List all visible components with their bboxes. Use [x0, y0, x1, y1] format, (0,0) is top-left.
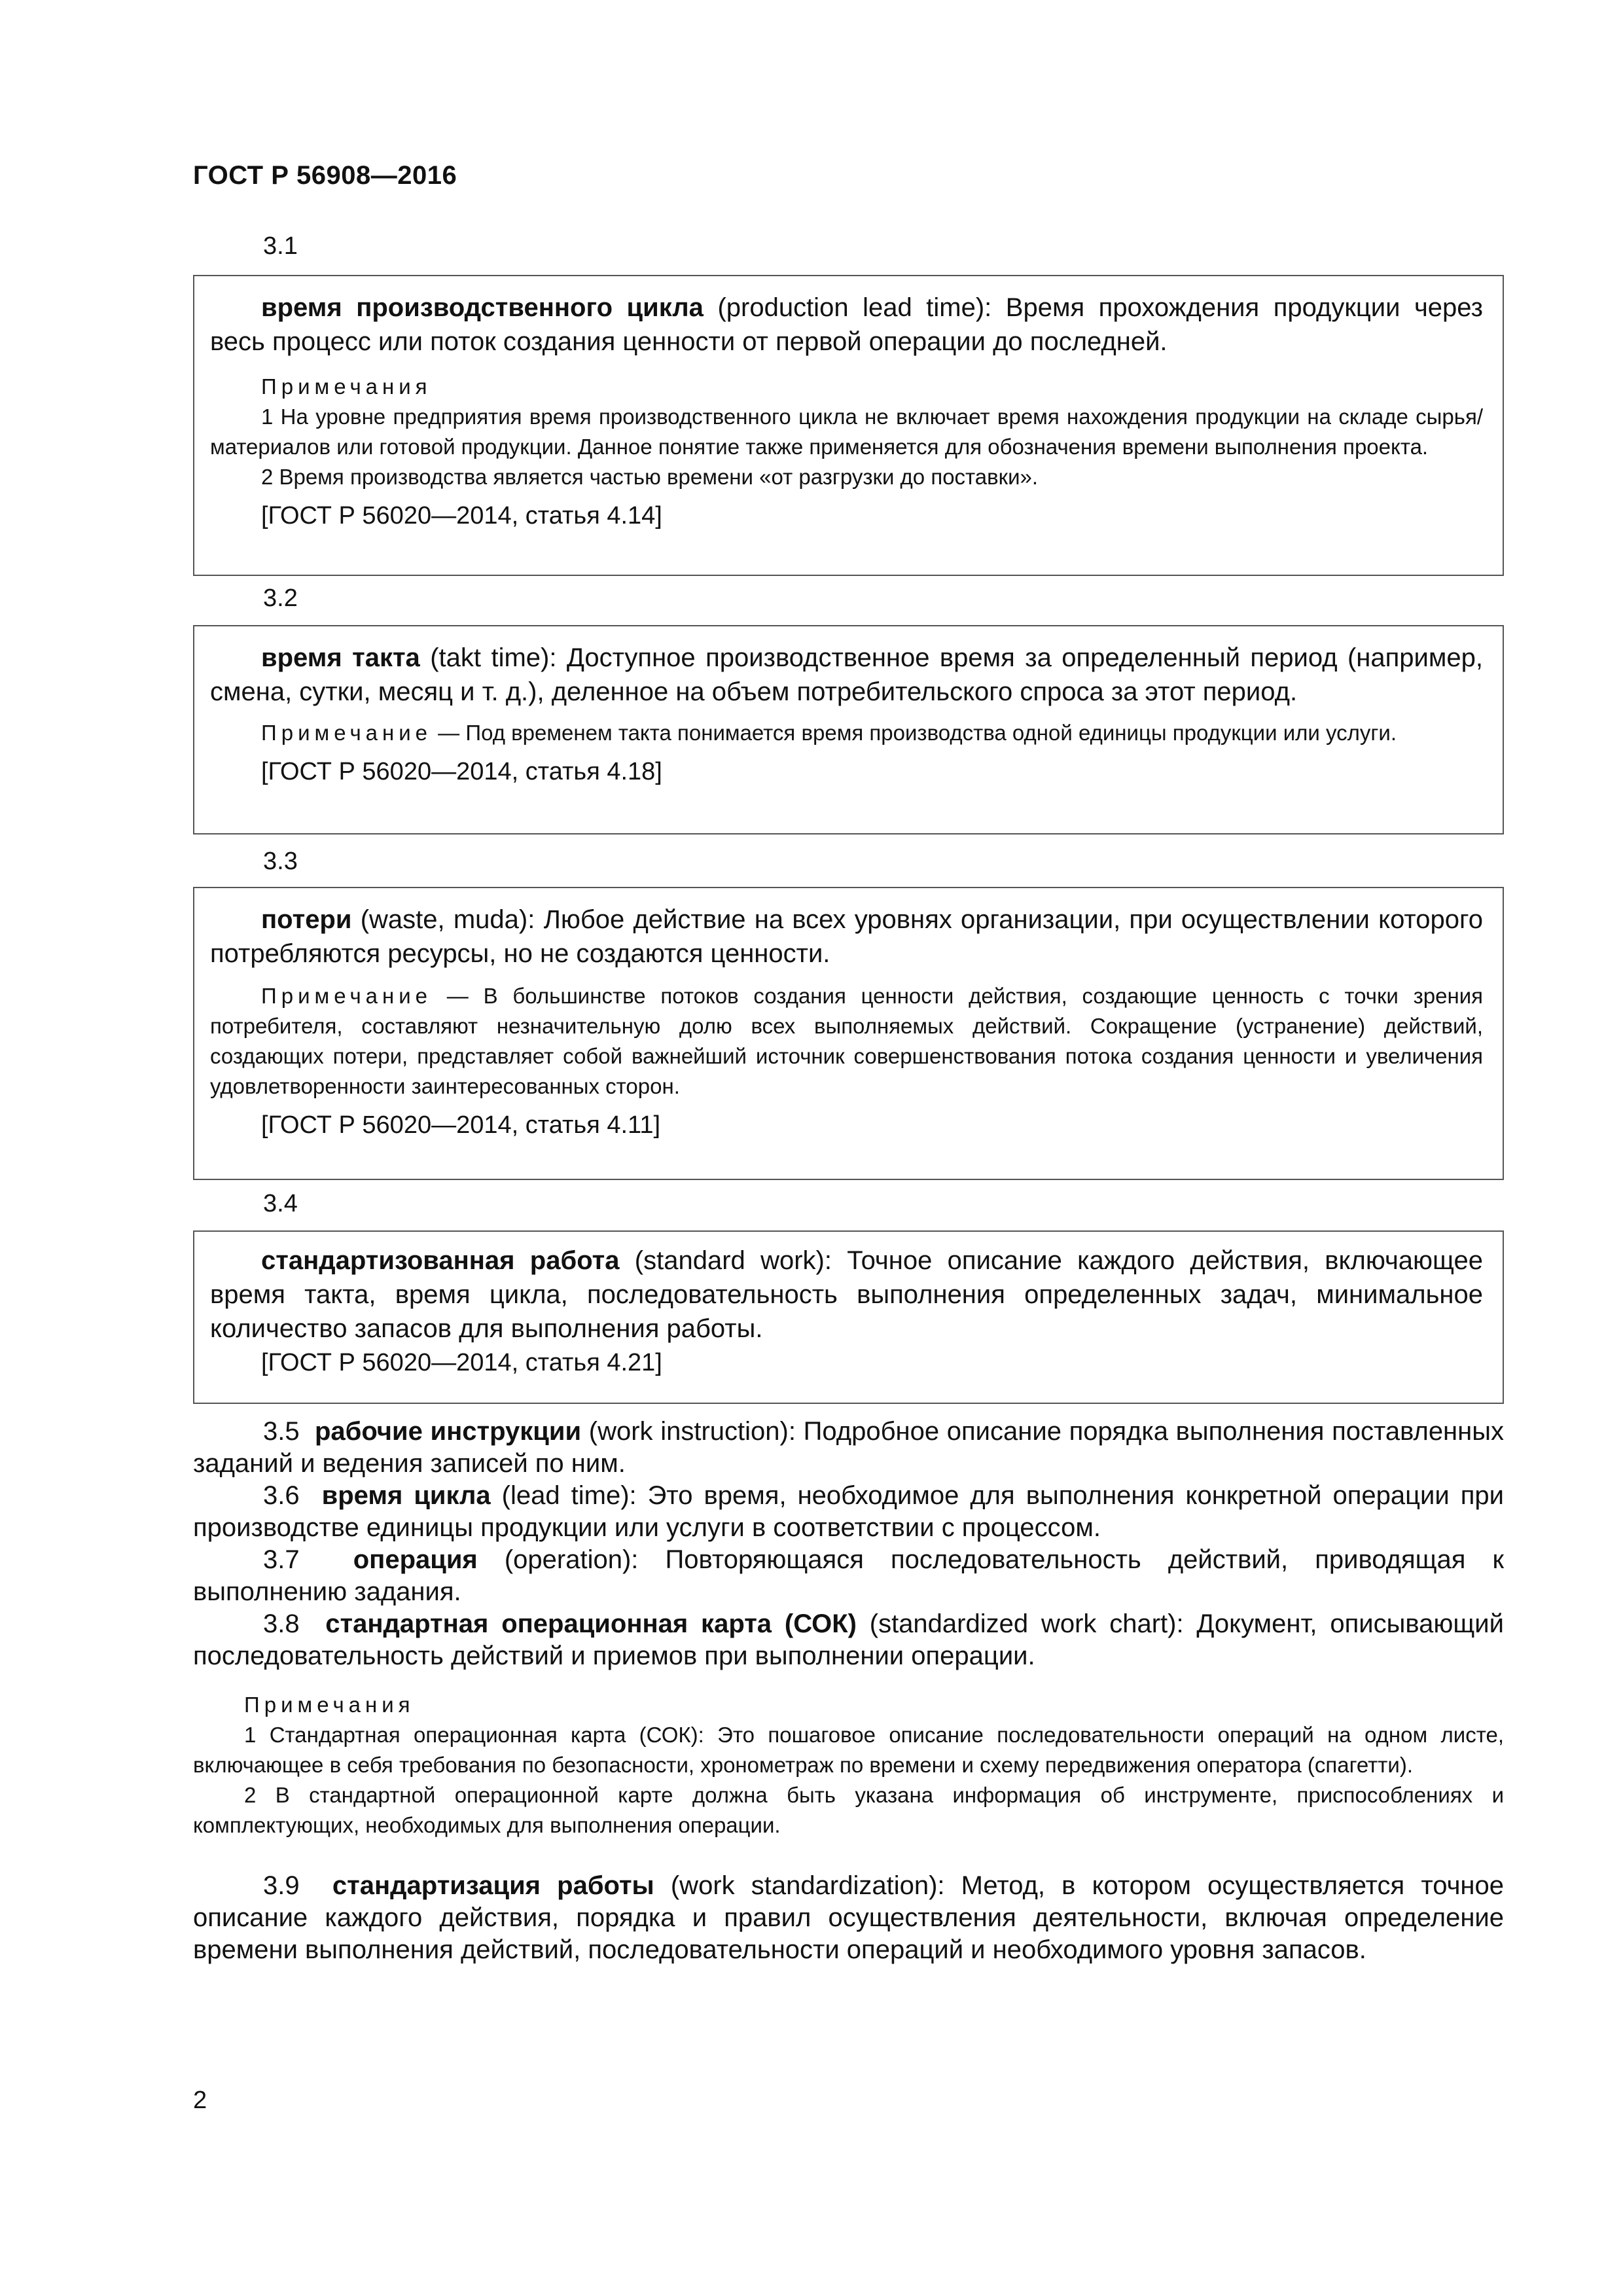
section-number: 3.7: [263, 1545, 300, 1574]
note-item: 1 Стандартная операционная карта (СОК): Это пошаговое описание последовательности операций на одном листе, включающее в себя требования по безопасности, хронометраж по времени и схему передвижения оператора (спагетти).: [193, 1723, 1504, 1777]
notes-heading: Примечания: [244, 1693, 415, 1717]
definition-box: [193, 887, 1504, 1180]
definition-body: (work instruction): Подробное описание порядка выполнения поставленных заданий и ведения записей по ним.: [193, 1417, 1504, 1478]
definition-box: [193, 1230, 1504, 1404]
section-number: 3.2: [263, 584, 298, 612]
definition-text: [210, 291, 1483, 359]
definition-paragraph: [193, 1544, 1504, 1608]
definition-box: [193, 275, 1504, 576]
section-number: 3.6: [263, 1481, 300, 1510]
note-item: 1 На уровне предприятия время производственного цикла не включает время нахождения продукции на складе сырья/материалов или готовой продукции. Данное понятие также применяется для обозначения времени выполнения проекта.: [210, 404, 1483, 459]
term: стандартная операционная карта (СОК): [325, 1609, 857, 1638]
definition-body: (lead time): Это время, необходимое для выполнения конкретной операции при производстве единицы продукции или услуги в соответствии с процессом.: [193, 1481, 1504, 1542]
note-item: 2 В стандартной операционной карте должна быть указана информация об инструменте, приспособлениях и комплектующих, необходимых для выполнения операции.: [193, 1783, 1504, 1837]
definition-paragraph: [193, 1480, 1504, 1544]
note-item: 2 Время производства является частью времени «от разгрузки до поставки».: [261, 465, 1039, 489]
definition-body: (work standardization): Метод, в котором осуществляется точное описание каждого действия, порядка и правил осуществления деятельности, включая определение времени выполнения действий, последовательности операций и необходимого уровня запасов.: [193, 1871, 1504, 1964]
definition-paragraph: [193, 1870, 1504, 1966]
notes-block: [193, 1690, 1504, 1840]
term: стандартизация работы: [332, 1871, 654, 1900]
definition-body: (operation): Повторяющаяся последовательность действий, приводящая к выполнению задания.: [193, 1545, 1504, 1606]
definition-body: (standardized work chart): Документ, описывающий последовательность действий и приемов при выполнении операции.: [193, 1609, 1504, 1670]
note-body: — В большинстве потоков создания ценности действия, создающие ценность с точки зрения потребителя, составляют незначительную долю всех выполняемых действий. Сокращение (устранение) действий, создающих потери, представляет собой важнейший источник совершенствования потока создания ценности и увеличения удовлетворенности заинтересованных сторон.: [210, 984, 1483, 1098]
section-number: 3.3: [263, 848, 298, 875]
source-reference: [ГОСТ Р 56020—2014, статья 4.11]: [261, 1111, 661, 1139]
definition-body: (takt time): Доступное производственное время за определенный период (например, смена, сутки, месяц и т. д.), деленное на объем потребительского спроса за этот период.: [210, 643, 1483, 706]
definition-paragraph: [193, 1608, 1504, 1672]
page-number: 2: [193, 2087, 207, 2114]
definition-text: [210, 903, 1483, 971]
note-item: [210, 981, 1483, 1102]
source-reference: [ГОСТ Р 56020—2014, статья 4.18]: [261, 758, 662, 785]
definition-paragraph: [193, 1416, 1504, 1480]
notes-heading: Примечания: [261, 374, 432, 399]
term: время такта: [261, 643, 420, 672]
definition-body: (standard work): Точное описание каждого действия, включающее время такта, время цикла, последовательность выполнения определенных задач, минимальное количество запасов для выполнения работы.: [210, 1246, 1483, 1343]
term: стандартизованная работа: [261, 1246, 620, 1275]
definition-text: [210, 1244, 1483, 1346]
note-item: [210, 718, 1483, 748]
definition-text: [210, 641, 1483, 709]
definition-box: [193, 625, 1504, 834]
note-body: — Под временем такта понимается время производства одной единицы продукции или услуги.: [432, 721, 1397, 745]
term: операция: [353, 1545, 478, 1574]
term: время производственного цикла: [261, 293, 704, 322]
section-number: 3.4: [263, 1190, 298, 1217]
note-label: Примечание: [261, 984, 433, 1008]
term: время цикла: [321, 1481, 491, 1510]
source-reference: [ГОСТ Р 56020—2014, статья 4.21]: [261, 1349, 662, 1376]
source-reference: [ГОСТ Р 56020—2014, статья 4.14]: [261, 502, 662, 529]
note-label: Примечание: [261, 721, 433, 745]
section-number: 3.1: [263, 232, 298, 260]
section-number: 3.8: [263, 1609, 300, 1638]
term: рабочие инструкции: [314, 1417, 582, 1446]
section-number: 3.9: [263, 1871, 300, 1900]
term: потери: [261, 905, 352, 934]
section-number: 3.5: [263, 1417, 300, 1446]
definition-body: (production lead time): Время прохождения продукции через весь процесс или поток создания ценности от первой операции до последней.: [210, 293, 1484, 356]
definition-body: (waste, muda): Любое действие на всех уровнях организации, при осуществлении которого потребляются ресурсы, но не создаются ценности.: [210, 905, 1483, 968]
document-header: ГОСТ Р 56908—2016: [193, 161, 457, 190]
